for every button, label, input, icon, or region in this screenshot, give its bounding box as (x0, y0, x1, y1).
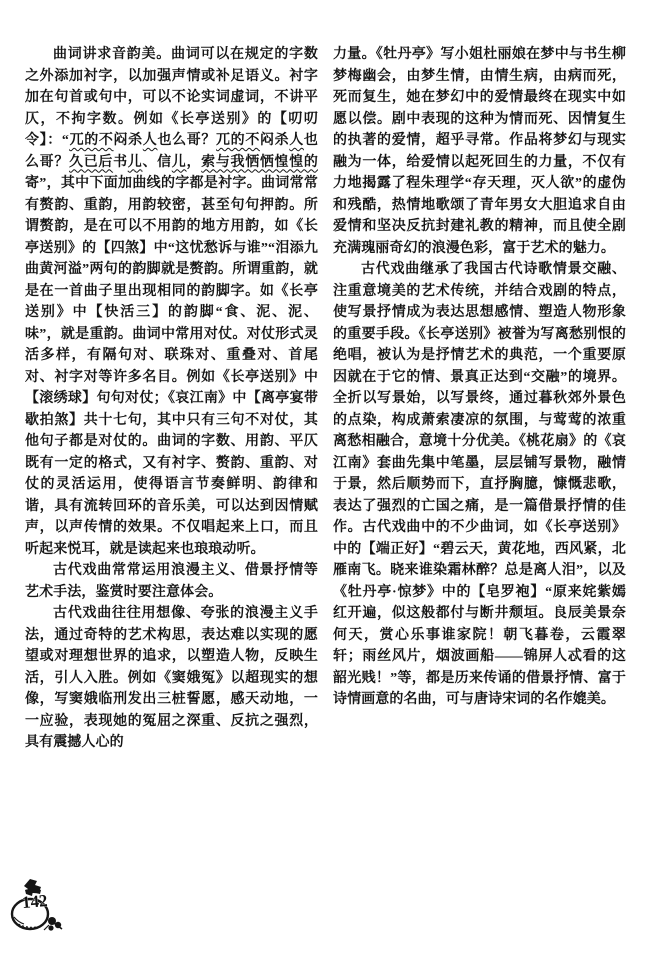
text-run: 寄”，其中下面加曲线的字都是衬字。曲词常常有赘韵、重韵，用韵较密，甚至句句押韵。所谓赘韵，是在可以不用韵的地方用韵，如《长亭送别》的【四煞】中“这忧愁诉与谁”“泪添九曲黄河溢”两句的韵脚就是赘韵。所谓重韵，就是在一首曲子里出现相同的韵脚字。如《长亭送别》中【快活三】的韵脚“食、泥、泥、味”，就是重韵。曲词中常用对仗。对仗形式灵活多样，有隔句对、联珠对、重叠对、首尾对、衬字对等许多名目。例如《长亭送别》中【滚绣球】句句对仗；《哀江南》中【离亭宴带歇拍煞】共十七句，其中只有三句不对仗，其他句子都是对仗的。曲词的字数、用韵、平仄既有一定的格式，又有衬字、赘韵、重韵、对仗的灵活运用，使得语言节奏鲜明、韵律和谐，具有流转回环的音乐美，可以达到因情赋声，以声传情的效果。不仅唱起来上口，而且听起来悦耳，就是读起来也琅琅动听。 (25, 176, 318, 557)
text-run: 也么哥？ (25, 133, 319, 170)
chenzi-wavy-underline: 久已后 (69, 154, 114, 170)
text-run: 、信 (142, 154, 172, 170)
text-columns (25, 44, 626, 754)
paragraph (25, 560, 318, 603)
text-run: 闷杀 (259, 133, 290, 148)
paragraph (25, 603, 318, 754)
chenzi-wavy-underline: 兀的不 (69, 133, 114, 148)
text-run: 古代戏曲常常运用浪漫主义、借景抒情等艺术手法，鉴赏时要注意体会。 (25, 563, 318, 600)
text-run: 闷杀 (113, 133, 143, 148)
text-run: 也么哥？ (157, 133, 217, 148)
chenzi-wavy-underline: 人 (289, 133, 304, 148)
text-run: 力量。《牡丹亭》写小姐杜丽娘在梦中与书生柳梦梅幽会，由梦生情，由情生病，由病而死，死而复生，她在梦幻中的爱情最终在现实中如愿以偿。剧中表现的这种为情而死、因情复生的执著的爱情，超乎寻常。作品将梦幻与现实融为一体，给爱情以起死回生的力量，不仅有力地揭露了程朱理学“存天理，灭人欲”的虚伪和残酷，热情地歌颂了青年男女大胆追求自由爱情和坚决反抗封建礼教的精神，而且使全剧充满瑰丽奇幻的浪漫色彩，富于艺术的魅力。 (333, 47, 626, 256)
text-run: 古代戏曲往往用想像、夸张的浪漫主义手法，通过奇特的艺术构思，表达难以实现的愿望或对理想世界的追求，以塑造人物，反映生活，引人入胜。例如《窦娥冤》以超现实的想像，写窦娥临刑发出三桩誓愿，感天动地，一一应验，表现她的冤屈之深重、反抗之强烈，具有震撼人心的 (25, 606, 318, 750)
text-run: 古代戏曲继承了我国古代诗歌情景交融、注重意境美的艺术传统，并结合戏剧的特点，使写景抒情成为表达思想感情、塑造人物形象的重要手段。《长亭送别》被誉为写离愁别恨的绝唱，被认为是抒情艺术的典范，一个重要原因就在于它的情、景真正达到“交融”的境界。全折以写景始，以写景终，通过暮秋郊外景色的点染，构成萧索凄凉的氛围，与莺莺的浓重离愁相融合，意境十分优美。《桃花扇》的《哀江南》套曲先集中笔墨，层层铺写景物，融情于景，然后顺势而下，直抒胸臆，慷慨悲歌，表达了强烈的亡国之痛，是一篇借景抒情的佳作。古代戏曲中的不少曲词，如《长亭送别》中的【端正好】“碧云天，黄花地，西风紧，北雁南飞。晓来谁染霜林醉？总是离人泪”，以及《牡丹亭·惊梦》中的【皂罗袍】“原来姹紫嫣红开遍，似这般都付与断井颓垣。良辰美景奈何天，赏心乐事谁家院！朝飞暮卷，云霞翠轩；雨丝风片，烟波画船——锦屏人忒看的这韶光贱！”等，都是历来传诵的借景抒情、富于诗情画意的名曲，可与唐诗宋词的名作媲美。 (333, 262, 626, 707)
page-number: 142 (21, 890, 49, 913)
chenzi-wavy-underline: 儿 (127, 154, 143, 170)
chenzi-wavy-underline: 儿 (171, 154, 187, 170)
text-run: ， (186, 154, 202, 170)
paragraph (25, 44, 318, 560)
chenzi-wavy-underline: 人 (142, 133, 158, 148)
ornament-stamp-icon (5, 876, 71, 944)
text-column-right (333, 44, 626, 754)
text-column-left (25, 44, 318, 754)
chenzi-wavy-underline: 索与我恓恓惶惶的 (201, 154, 318, 170)
text-run: 曲词讲求音韵美。曲词可以在规定的字数之外添加衬字，以加强声情或补足语义。衬字加在句首或句中，可以不论实词虚词，不讲平仄，不拘字数。例如《长亭送别》的【叨叨令】：“ (25, 47, 318, 148)
chenzi-wavy-underline: 兀的不 (216, 133, 260, 148)
page-number-ornament (5, 876, 71, 944)
paragraph (333, 44, 626, 259)
text-run: 书 (113, 154, 128, 170)
paragraph (333, 259, 626, 711)
